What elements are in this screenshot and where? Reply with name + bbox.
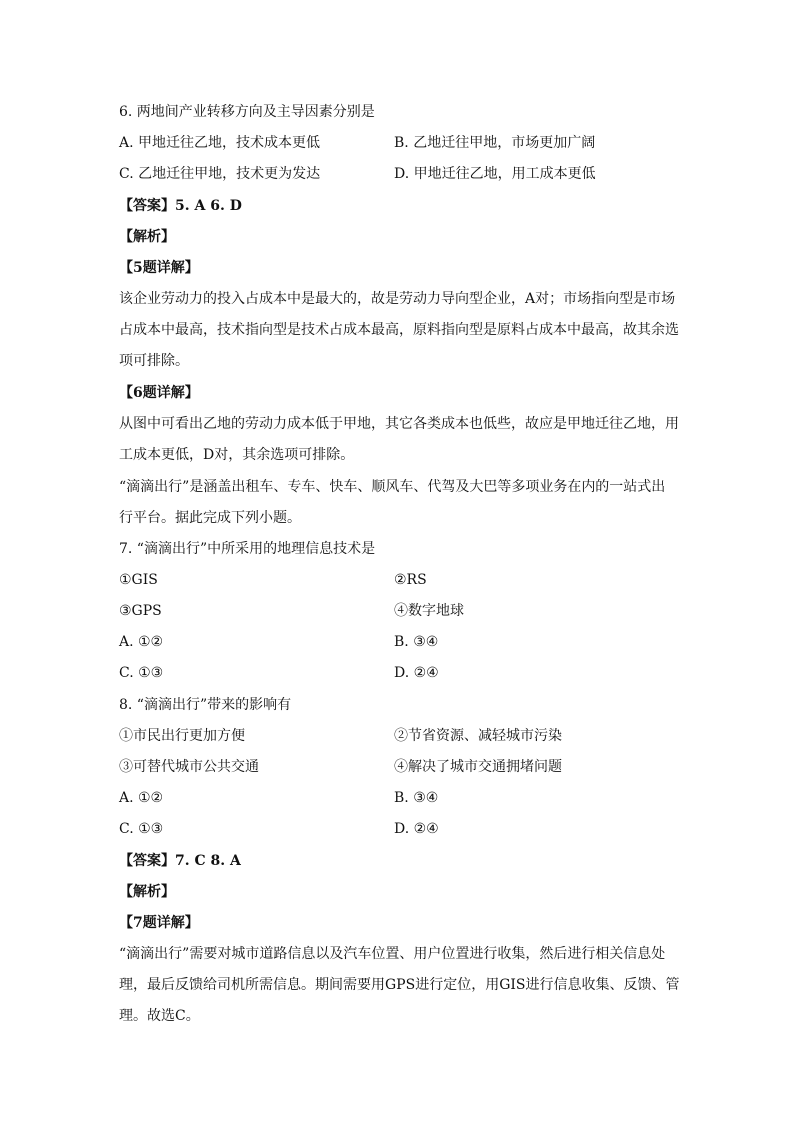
q6-option-c: C. 乙地迁往甲地，技术更为发达 [119,166,321,182]
detail-7-heading: 【7题详解】 [119,915,199,931]
q7-option-c: C. ①③ [119,665,164,681]
q8-item-2: ②节省资源、减轻城市污染 [394,728,562,744]
q7-option-d: D. ②④ [394,665,439,681]
detail-6-line-1: 从图中可看出乙地的劳动力成本低于甲地，其它各类成本也低些，故应是甲地迁往乙地，用 [119,416,679,432]
analysis-heading-1: 【解析】 [119,229,175,245]
q8-stem: 8. “滴滴出行”带来的影响有 [119,697,292,713]
q8-item-4: ④解决了城市交通拥堵问题 [394,759,562,775]
detail-7-line-1: “滴滴出行”需要对城市道路信息以及汽车位置、用户位置进行收集，然后进行相关信息处 [119,946,666,962]
q6-stem: 6. 两地间产业转移方向及主导因素分别是 [119,104,375,120]
q6-option-a: A. 甲地迁往乙地，技术成本更低 [119,135,321,151]
detail-6-heading: 【6题详解】 [119,385,199,401]
detail-7-line-2: 理，最后反馈给司机所需信息。期间需要用GPS进行定位，用GIS进行信息收集、反馈、管 [119,977,680,993]
q7-item-3: ③GPS [119,603,162,619]
intro-line-1: “滴滴出行”是涵盖出租车、专车、快车、顺风车、代驾及大巴等多项业务在内的一站式出 [119,479,666,495]
q8-option-d: D. ②④ [394,821,439,837]
answer-5-6: 【答案】5. A 6. D [119,198,242,214]
q8-item-3: ③可替代城市公共交通 [119,759,259,775]
q7-item-2: ②RS [394,572,427,588]
q6-option-d: D. 甲地迁往乙地，用工成本更低 [394,166,596,182]
q6-option-b: B. 乙地迁往甲地，市场更加广阔 [394,135,596,151]
detail-5-heading: 【5题详解】 [119,260,199,276]
q7-item-1: ①GIS [119,572,158,588]
detail-7-line-3: 理。故选C。 [119,1008,200,1024]
detail-6-line-2: 工成本更低，D对，其余选项可排除。 [119,447,355,463]
answer-7-8: 【答案】7. C 8. A [119,853,241,869]
q8-item-1: ①市民出行更加方便 [119,728,245,744]
q8-option-b: B. ③④ [394,790,439,806]
detail-5-line-1: 该企业劳动力的投入占成本中是最大的，故是劳动力导向型企业，A对；市场指向型是市场 [119,291,676,307]
analysis-heading-2: 【解析】 [119,884,175,900]
intro-line-2: 行平台。据此完成下列小题。 [119,510,301,526]
detail-5-line-2: 占成本中最高，技术指向型是技术占成本最高，原料指向型是原料占成本中最高，故其余选 [119,322,679,338]
q8-option-a: A. ①② [119,790,164,806]
q7-stem: 7. “滴滴出行”中所采用的地理信息技术是 [119,541,376,557]
q7-option-b: B. ③④ [394,634,439,650]
q8-option-c: C. ①③ [119,821,164,837]
detail-5-line-3: 项可排除。 [119,353,189,369]
q7-item-4: ④数字地球 [394,603,464,619]
q7-option-a: A. ①② [119,634,164,650]
